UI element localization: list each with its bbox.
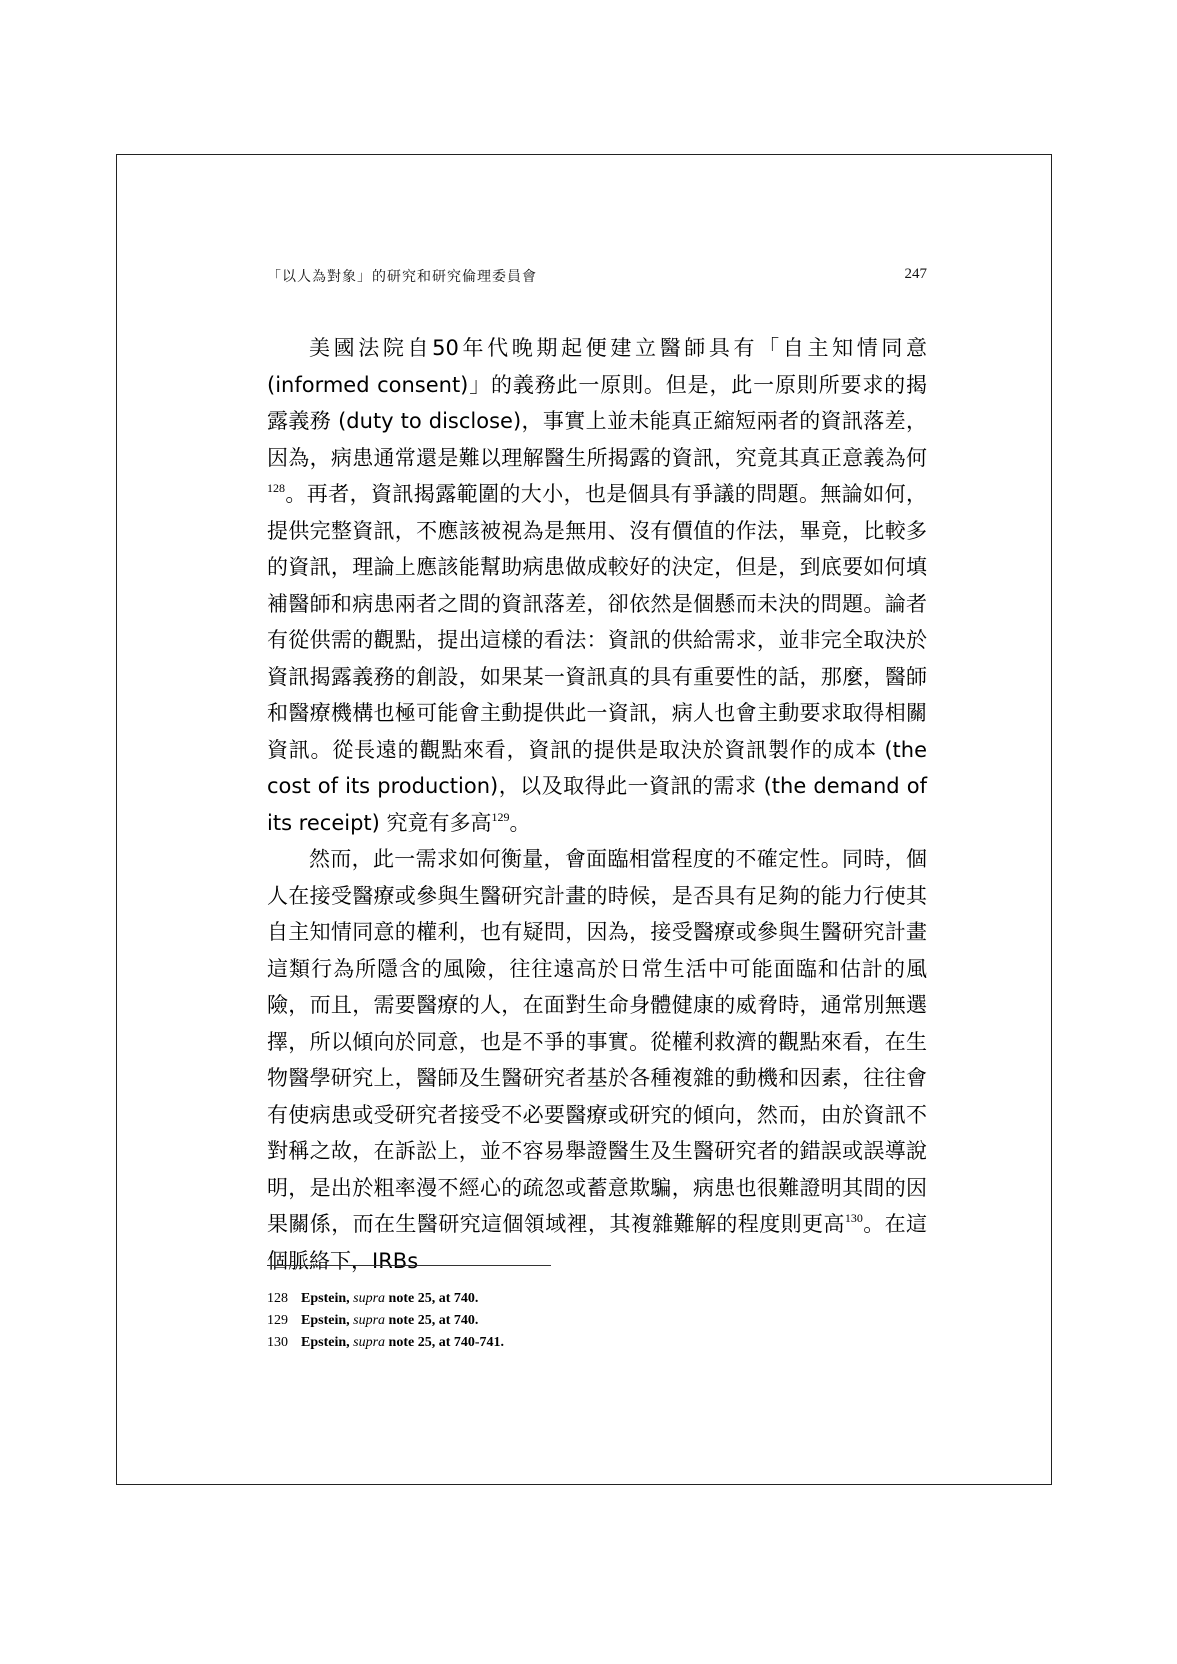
running-title: 「以人為對象」的研究和研究倫理委員會 — [267, 269, 537, 285]
footnote-supra: supra — [353, 1291, 386, 1306]
footnote-citation: note 25, at 740. — [388, 1291, 479, 1306]
footnote-separator — [267, 1265, 551, 1266]
footnote-128 — [267, 1288, 927, 1310]
footnote-supra: supra — [353, 1335, 386, 1350]
paragraph-text: 。在這個脈絡下，IRBs — [267, 1212, 928, 1273]
footnote-author: Epstein, — [301, 1335, 350, 1350]
footnote-ref-129[interactable]: 129 — [491, 809, 510, 824]
footnote-number: 129 — [267, 1313, 288, 1328]
footnote-129 — [267, 1310, 927, 1332]
paragraph-1 — [267, 330, 927, 841]
footnotes — [267, 1288, 927, 1354]
footnote-author: Epstein, — [301, 1291, 350, 1306]
footnote-ref-128[interactable]: 128 — [267, 481, 285, 495]
footnote-number: 128 — [267, 1291, 288, 1306]
footnote-citation: note 25, at 740. — [388, 1313, 479, 1328]
paragraph-text: 。再者，資訊揭露範圍的大小，也是個具有爭議的問題。無論如何，提供完整資訊，不應該被視為是無用、沒有價值的作法，畢竟，比較多的資訊，理論上應該能幫助病患做成較好的決定，但是，到底要如何填補醫師和病患兩者之間的資訊落差，卻依然是個懸而未決的問題。論者有從供需的觀點，提出這樣的看法：資訊的供給需求，並非完全取決於資訊揭露義務的創設，如果某一資訊真的具有重要性的話，那麼，醫師和醫療機構也極可能會主動提供此一資訊，病人也會主動要求取得相關資訊。從長遠的觀點來看，資訊的提供是取決於資訊製作的成本 (the cost of its production)，以及取得此一資訊的需求 (the demand of its receipt) 究竟有多高 — [267, 482, 927, 835]
footnote-citation: note 25, at 740-741. — [388, 1335, 505, 1350]
running-header — [267, 264, 927, 288]
paragraph-2 — [267, 841, 927, 1279]
footnote-130 — [267, 1332, 927, 1354]
main-text — [267, 330, 927, 1279]
footnote-supra: supra — [353, 1313, 386, 1328]
paragraph-text: 。 — [509, 810, 531, 835]
paragraph-text: 美國法院自50年代晚期起便建立醫師具有「自主知情同意 (informed consent)」的義務此一原則。但是，此一原則所要求的揭露義務 (duty to disclose)，事實上並未能真正縮短兩者的資訊落差，因為，病患通常還是難以理解醫生所揭露的資訊，究竟其真正意義為何 — [267, 336, 927, 470]
footnote-ref-130[interactable]: 130 — [844, 1211, 863, 1225]
footnote-author: Epstein, — [301, 1313, 350, 1328]
page-number: 247 — [904, 266, 927, 282]
paragraph-text: 然而，此一需求如何衡量，會面臨相當程度的不確定性。同時，個人在接受醫療或參與生醫研究計畫的時候，是否具有足夠的能力行使其自主知情同意的權利，也有疑問，因為，接受醫療或參與生醫研究計畫這類行為所隱含的風險，往往遠高於日常生活中可能面臨和估計的風險，而且，需要醫療的人，在面對生命身體健康的威脅時，通常別無選擇，所以傾向於同意，也是不爭的事實。從權利救濟的觀點來看，在生物醫學研究上，醫師及生醫研究者基於各種複雜的動機和因素，往往會有使病患或受研究者接受不必要醫療或研究的傾向，然而，由於資訊不對稱之故，在訴訟上，並不容易舉證醫生及生醫研究者的錯誤或誤導說明，是出於粗率漫不經心的疏忽或蓄意欺騙，病患也很難證明其間的因果關係，而在生醫研究這個領域裡，其複雜難解的程度則更高 — [267, 847, 927, 1236]
footnote-number: 130 — [267, 1335, 288, 1350]
